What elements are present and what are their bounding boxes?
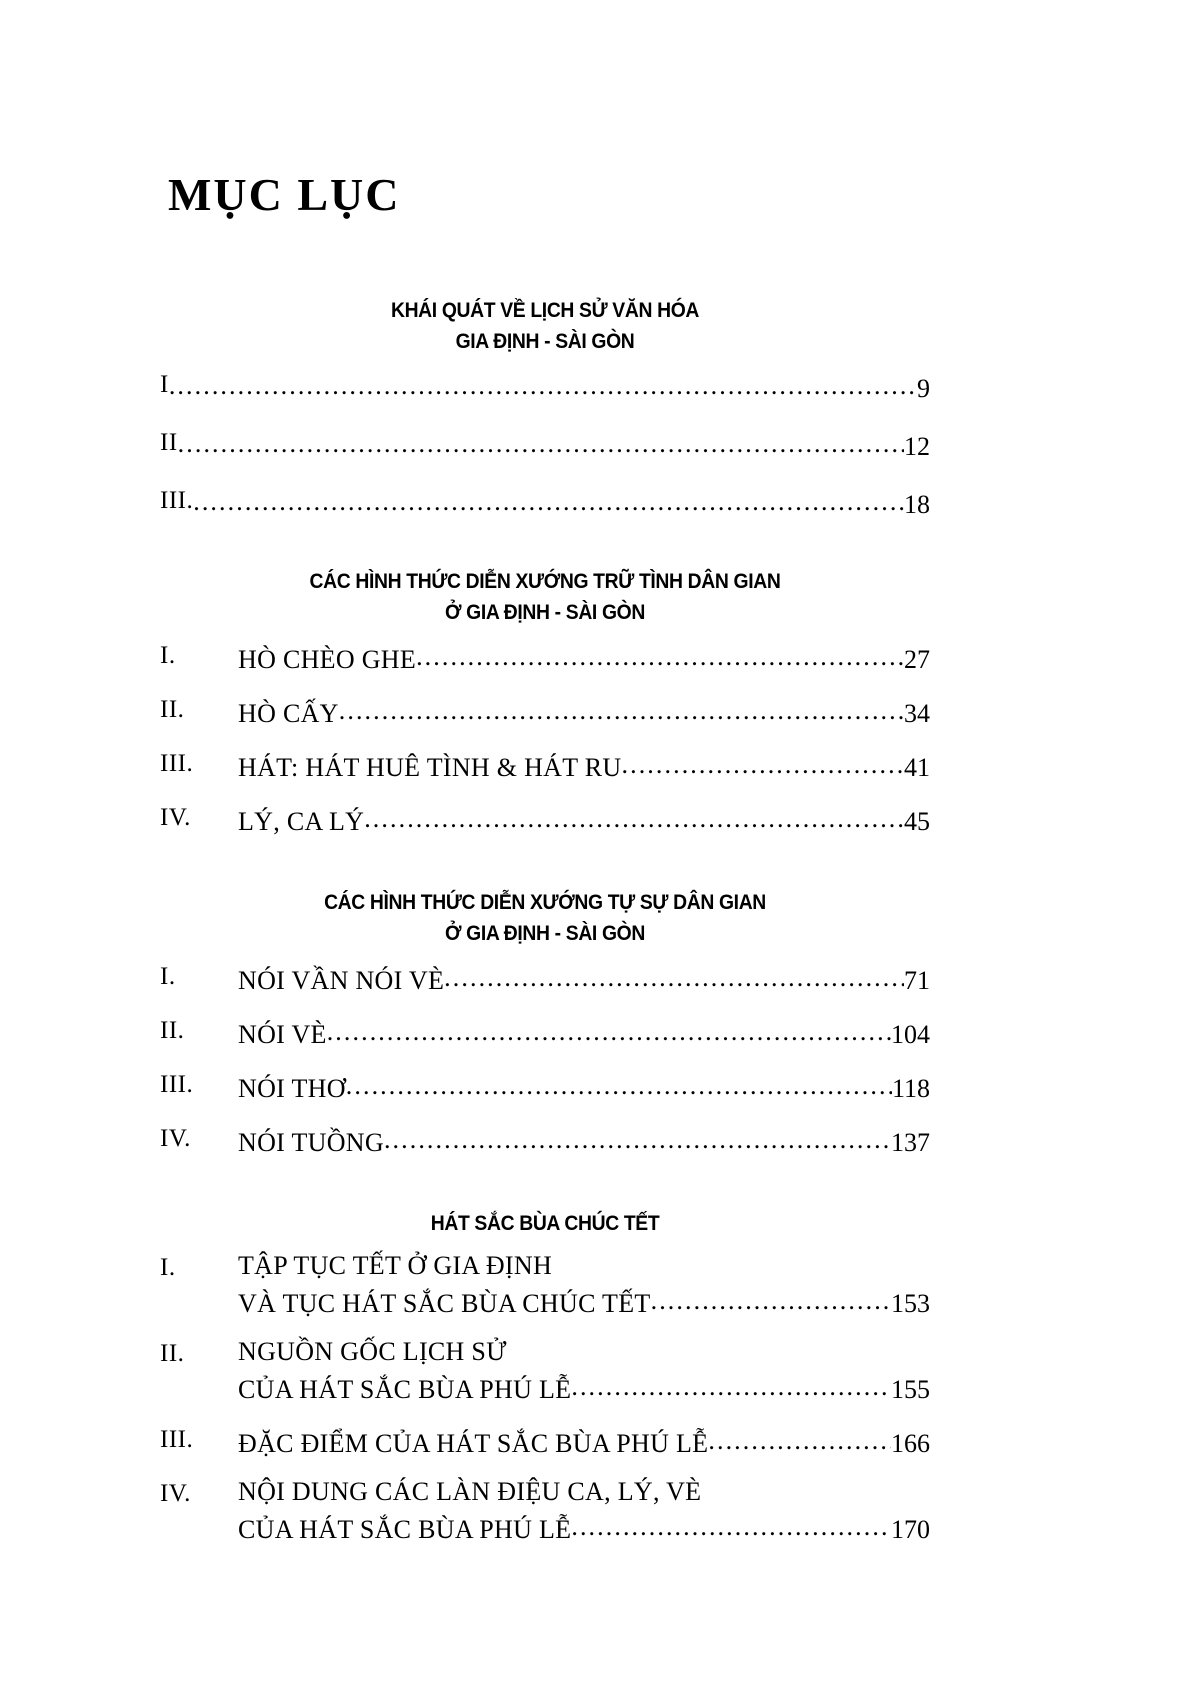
dot-leader <box>708 1425 891 1452</box>
entry-page-number: 170 <box>891 1514 930 1544</box>
toc-section <box>160 295 930 518</box>
entry-page-number: 27 <box>904 645 930 675</box>
entry-title: LÝ, CA LÝ <box>238 807 365 837</box>
toc-entry[interactable] <box>160 486 930 518</box>
entry-numeral: II. <box>160 1017 185 1045</box>
entry-numeral: III. <box>160 487 194 515</box>
entry-title: CỦA HÁT SẮC BÙA PHÚ LỄ <box>238 1374 572 1404</box>
dot-leader <box>169 370 917 397</box>
entry-page-number: 34 <box>904 699 930 729</box>
dot-leader <box>178 428 904 455</box>
toc-entry[interactable] <box>160 803 930 835</box>
section-heading-line: Ở GIA ĐỊNH - SÀI GÒN <box>445 599 645 624</box>
section-heading-line: HÁT SẮC BÙA CHÚC TẾT <box>430 1211 660 1236</box>
section-heading-line: CÁC HÌNH THỨC DIỄN XƯỚNG TRỮ TÌNH DÂN GIAN <box>309 569 781 594</box>
entry-page-number: 166 <box>891 1428 930 1458</box>
entry-title: VÀ TỤC HÁT SẮC BÙA CHÚC TẾT <box>238 1288 651 1318</box>
entry-numeral: IV. <box>160 1125 191 1153</box>
entry-page-number: 153 <box>891 1288 930 1318</box>
section-entries <box>160 370 930 518</box>
section-heading <box>199 566 892 627</box>
entry-numeral: II <box>160 429 178 457</box>
entry-numeral: IV. <box>160 1479 191 1507</box>
entry-page-number: 104 <box>891 1020 930 1050</box>
dot-leader <box>193 486 904 513</box>
entry-page-number: 41 <box>904 753 930 783</box>
entry-title: CỦA HÁT SẮC BÙA PHÚ LỄ <box>238 1514 572 1544</box>
entry-title-line1: TẬP TỤC TẾT Ở GIA ĐỊNH <box>238 1250 553 1280</box>
entry-numeral: II. <box>160 696 185 724</box>
entry-title-line1: NGUỒN GỐC LỊCH SỬ <box>238 1336 507 1366</box>
entry-numeral: III. <box>160 750 194 778</box>
entry-numeral: IV. <box>160 804 191 832</box>
section-heading <box>199 295 892 356</box>
entry-page-number: 45 <box>904 807 930 837</box>
entry-page-number: 137 <box>891 1128 930 1158</box>
entry-title: NÓI TUỒNG <box>238 1128 384 1158</box>
dot-leader <box>622 749 905 776</box>
section-heading-line: KHÁI QUÁT VỀ LỊCH SỬ VĂN HÓA <box>390 298 700 322</box>
dot-leader <box>384 1124 891 1151</box>
dot-leader <box>416 641 904 668</box>
dot-leader <box>346 1070 892 1097</box>
section-entries <box>160 1250 930 1544</box>
entry-title-line1: NỘI DUNG CÁC LÀN ĐIỆU CA, LÝ, VÈ <box>238 1476 702 1506</box>
toc-section <box>160 1208 930 1543</box>
entry-title: ĐẶC ĐIỂM CỦA HÁT SẮC BÙA PHÚ LỄ <box>238 1428 709 1458</box>
toc-entry[interactable] <box>160 641 930 673</box>
section-heading-line: GIA ĐỊNH - SÀI GÒN <box>455 328 635 353</box>
toc-entry[interactable] <box>160 428 930 460</box>
toc-entry[interactable] <box>160 962 930 994</box>
dot-leader <box>571 1511 891 1538</box>
toc-section <box>160 887 930 1156</box>
entry-page-number: 9 <box>917 374 930 404</box>
entry-numeral: II. <box>160 1339 185 1367</box>
section-entries <box>160 962 930 1156</box>
entry-numeral: III. <box>160 1071 194 1099</box>
dot-leader <box>444 962 904 989</box>
dot-leader <box>327 1016 891 1043</box>
entry-title: HÁT: HÁT HUÊ TÌNH & HÁT RU <box>238 753 622 783</box>
toc-entry[interactable] <box>160 1476 930 1544</box>
toc-content <box>160 295 930 1565</box>
entry-page-number: 71 <box>904 966 930 996</box>
entry-numeral: I. <box>160 642 176 670</box>
entry-page-number: 155 <box>891 1374 930 1404</box>
toc-entry[interactable] <box>160 749 930 781</box>
entry-numeral: I <box>160 371 169 399</box>
toc-entry[interactable] <box>160 695 930 727</box>
dot-leader <box>364 803 904 830</box>
dot-leader <box>651 1285 891 1312</box>
entry-page-number: 18 <box>904 490 930 520</box>
section-entries <box>160 641 930 835</box>
entry-title: NÓI VẦN NÓI VÈ <box>238 966 445 996</box>
toc-entry[interactable] <box>160 1124 930 1156</box>
section-heading-line: CÁC HÌNH THỨC DIỄN XƯỚNG TỰ SỰ DÂN GIAN <box>324 890 766 915</box>
entry-title: NÓI VÈ <box>238 1020 327 1050</box>
entry-numeral: I. <box>160 1253 176 1281</box>
dot-leader <box>571 1371 891 1398</box>
section-heading-line: Ở GIA ĐỊNH - SÀI GÒN <box>445 920 645 945</box>
entry-numeral: III. <box>160 1425 194 1453</box>
toc-entry[interactable] <box>160 1070 930 1102</box>
section-heading <box>199 1208 892 1239</box>
toc-entry[interactable] <box>160 1425 930 1457</box>
entry-title: HÒ CẤY <box>238 699 339 729</box>
entry-title: HÒ CHÈO GHE <box>238 645 417 675</box>
toc-entry[interactable] <box>160 1250 930 1318</box>
dot-leader <box>339 695 904 722</box>
section-heading <box>199 887 892 948</box>
entry-title: NÓI THƠ <box>238 1074 346 1104</box>
toc-entry[interactable] <box>160 370 930 402</box>
page-title: MỤC LỤC <box>168 168 401 220</box>
toc-entry[interactable] <box>160 1016 930 1048</box>
entry-page-number: 12 <box>904 432 930 462</box>
entry-page-number: 118 <box>891 1074 930 1104</box>
entry-numeral: I. <box>160 963 176 991</box>
toc-entry[interactable] <box>160 1336 930 1404</box>
toc-section <box>160 566 930 835</box>
